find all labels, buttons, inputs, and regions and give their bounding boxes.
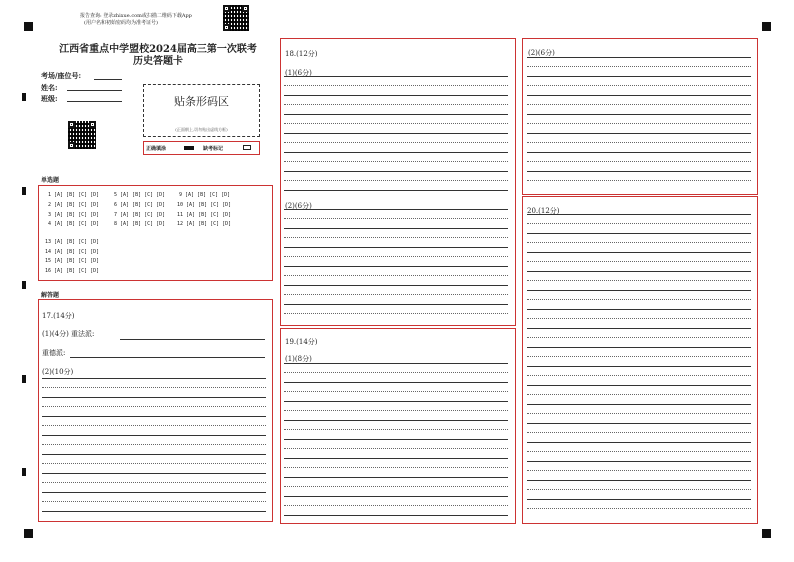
answer-line[interactable]: [284, 161, 508, 162]
q20-answer-box: [522, 196, 758, 524]
answer-line[interactable]: [284, 275, 508, 276]
answer-line[interactable]: [527, 299, 751, 300]
answer-line[interactable]: [527, 66, 751, 67]
q18-answer-box: [280, 38, 516, 326]
choice-row[interactable]: 11 [A] [B] [C] [D]: [177, 212, 232, 218]
answer-line[interactable]: [284, 448, 508, 449]
answer-line[interactable]: [284, 382, 508, 383]
q17-part1b: 重德派:: [42, 349, 66, 357]
barcode-note: (正面朝上,切勿贴出虚线方框): [175, 127, 228, 132]
answer-line[interactable]: [527, 318, 751, 319]
answer-line[interactable]: [527, 123, 751, 124]
answer-line[interactable]: [527, 366, 751, 367]
answer-line[interactable]: [42, 492, 266, 493]
answer-line[interactable]: [527, 375, 751, 376]
answer-line[interactable]: [527, 261, 751, 262]
q17-answer-line[interactable]: [70, 357, 265, 358]
choice-row[interactable]: 13 [A] [B] [C] [D]: [45, 239, 100, 245]
answer-line[interactable]: [284, 294, 508, 295]
answer-line[interactable]: [42, 416, 266, 417]
answer-line[interactable]: [42, 406, 266, 407]
answer-line[interactable]: [527, 57, 751, 58]
answer-line[interactable]: [284, 285, 508, 286]
answer-line[interactable]: [527, 152, 751, 153]
answer-line[interactable]: [284, 237, 508, 238]
answer-line[interactable]: [284, 515, 508, 516]
answer-line[interactable]: [284, 247, 508, 248]
answer-line[interactable]: [284, 429, 508, 430]
answer-line[interactable]: [527, 223, 751, 224]
answer-line[interactable]: [527, 423, 751, 424]
q17-answer-line[interactable]: [120, 339, 265, 340]
answer-line[interactable]: [527, 309, 751, 310]
answer-line[interactable]: [284, 104, 508, 105]
name-field[interactable]: [67, 90, 122, 91]
answer-line[interactable]: [284, 190, 508, 191]
answer-line[interactable]: [284, 76, 508, 77]
q18-cont-part2: (2)(6分): [528, 49, 555, 57]
answer-line[interactable]: [42, 425, 266, 426]
answer-line[interactable]: [42, 511, 266, 512]
answer-line[interactable]: [284, 467, 508, 468]
answer-line[interactable]: [42, 435, 266, 436]
answer-line[interactable]: [284, 420, 508, 421]
answer-line[interactable]: [527, 85, 751, 86]
corner-mark-tl: [24, 22, 33, 31]
q18-label: 18.(12分): [285, 50, 318, 58]
exam-title: 江西省重点中学盟校2024届高三第一次联考: [59, 44, 257, 55]
answer-line[interactable]: [284, 363, 508, 364]
class-label: 班级:: [41, 94, 58, 103]
notice-line-1: 报告查询: 登录zhixue.com或扫描二维码下载App: [80, 13, 192, 19]
answer-line[interactable]: [527, 233, 751, 234]
answer-line[interactable]: [527, 161, 751, 162]
answer-line[interactable]: [284, 171, 508, 172]
name-label: 姓名:: [41, 83, 58, 92]
corner-mark-tr: [762, 22, 771, 31]
answer-line[interactable]: [284, 391, 508, 392]
choice-row[interactable]: 2 [A] [B] [C] [D]: [48, 202, 100, 208]
answer-line[interactable]: [527, 489, 751, 490]
seat-number-field[interactable]: [94, 79, 122, 80]
answer-line[interactable]: [284, 304, 508, 305]
answer-line[interactable]: [527, 356, 751, 357]
answer-line[interactable]: [527, 385, 751, 386]
q17-part1: (1)(4分) 重法派:: [42, 330, 95, 338]
side-mark: [22, 375, 26, 383]
answer-line[interactable]: [527, 214, 751, 215]
answer-line[interactable]: [527, 142, 751, 143]
qr-code-icon: [223, 5, 249, 31]
choice-row[interactable]: 3 [A] [B] [C] [D]: [48, 212, 100, 218]
answer-line[interactable]: [284, 123, 508, 124]
answer-line[interactable]: [284, 458, 508, 459]
q18-part2: (2)(6分): [285, 202, 312, 210]
answer-line[interactable]: [42, 444, 266, 445]
answer-line[interactable]: [284, 439, 508, 440]
answer-line[interactable]: [284, 95, 508, 96]
answer-line[interactable]: [284, 180, 508, 181]
choice-row[interactable]: 15 [A] [B] [C] [D]: [45, 258, 100, 264]
side-mark: [22, 468, 26, 476]
answer-line[interactable]: [527, 95, 751, 96]
class-field[interactable]: [67, 101, 122, 102]
answer-line[interactable]: [42, 473, 266, 474]
side-mark: [22, 93, 26, 101]
correct-fill-label: 正确填涂: [146, 146, 167, 152]
answer-line[interactable]: [527, 271, 751, 272]
choice-row[interactable]: 6 [A] [B] [C] [D]: [114, 202, 166, 208]
choice-row[interactable]: 16 [A] [B] [C] [D]: [45, 268, 100, 274]
answer-line[interactable]: [42, 482, 266, 483]
seat-number-label: 考场/座位号:: [41, 71, 82, 80]
absent-mark-box[interactable]: [243, 145, 251, 150]
answer-line[interactable]: [42, 454, 266, 455]
answer-line[interactable]: [527, 133, 751, 134]
answer-line[interactable]: [42, 397, 266, 398]
answer-line[interactable]: [527, 104, 751, 105]
answer-line[interactable]: [527, 337, 751, 338]
single-choice-box: [38, 185, 273, 281]
answer-line[interactable]: [527, 76, 751, 77]
choice-row[interactable]: 4 [A] [B] [C] [D]: [48, 221, 100, 227]
q19-answer-box: [280, 328, 516, 524]
answer-line[interactable]: [527, 404, 751, 405]
answer-line[interactable]: [527, 442, 751, 443]
answer-line[interactable]: [284, 496, 508, 497]
answer-line[interactable]: [284, 372, 508, 373]
answer-line[interactable]: [284, 266, 508, 267]
answer-line[interactable]: [527, 171, 751, 172]
answer-line[interactable]: [527, 347, 751, 348]
answer-line[interactable]: [42, 501, 266, 502]
answer-line[interactable]: [284, 85, 508, 86]
answer-line[interactable]: [284, 152, 508, 153]
choice-row[interactable]: 8 [A] [B] [C] [D]: [114, 221, 166, 227]
choice-row[interactable]: 10 [A] [B] [C] [D]: [177, 202, 232, 208]
answer-line[interactable]: [527, 280, 751, 281]
answer-line[interactable]: [527, 470, 751, 471]
essay-heading: 解答题: [41, 292, 60, 299]
answer-line[interactable]: [284, 401, 508, 402]
answer-line[interactable]: [527, 461, 751, 462]
answer-line[interactable]: [527, 242, 751, 243]
answer-line[interactable]: [527, 451, 751, 452]
q18-part1: (1)(6分): [285, 69, 312, 77]
single-choice-heading: 单选题: [41, 177, 60, 184]
q20-label: 20.(12分): [527, 207, 560, 215]
choice-row[interactable]: 5 [A] [B] [C] [D]: [114, 192, 166, 198]
answer-line[interactable]: [527, 252, 751, 253]
answer-line[interactable]: [42, 378, 266, 379]
absent-mark-label: 缺考标记: [203, 146, 224, 152]
answer-line[interactable]: [284, 505, 508, 506]
qr-code-icon: [68, 121, 96, 149]
answer-line[interactable]: [527, 328, 751, 329]
choice-row[interactable]: 14 [A] [B] [C] [D]: [45, 249, 100, 255]
notice-line-2: (用户名和初始密码均为准考证号): [84, 20, 158, 26]
answer-line[interactable]: [284, 313, 508, 314]
answer-line[interactable]: [527, 480, 751, 481]
choice-row[interactable]: 9 [A] [B] [C] [D]: [179, 192, 231, 198]
side-mark: [22, 187, 26, 195]
q19-label: 19.(14分): [285, 338, 318, 346]
answer-line[interactable]: [284, 410, 508, 411]
correct-fill-sample: [184, 146, 194, 150]
choice-row[interactable]: 7 [A] [B] [C] [D]: [114, 212, 166, 218]
answer-line[interactable]: [527, 508, 751, 509]
answer-line[interactable]: [527, 290, 751, 291]
answer-line[interactable]: [527, 394, 751, 395]
barcode-title: 贴条形码区: [174, 95, 229, 108]
choice-row[interactable]: 1 [A] [B] [C] [D]: [48, 192, 100, 198]
choice-row[interactable]: 12 [A] [B] [C] [D]: [177, 221, 232, 227]
answer-line[interactable]: [284, 142, 508, 143]
answer-line[interactable]: [42, 463, 266, 464]
answer-line[interactable]: [284, 114, 508, 115]
q17-label: 17.(14分): [42, 312, 75, 320]
side-mark: [22, 281, 26, 289]
sheet-title: 历史答题卡: [133, 56, 183, 67]
answer-line[interactable]: [527, 432, 751, 433]
answer-line[interactable]: [284, 218, 508, 219]
corner-mark-bl: [24, 529, 33, 538]
answer-line[interactable]: [284, 228, 508, 229]
answer-line[interactable]: [284, 209, 508, 210]
answer-line[interactable]: [527, 114, 751, 115]
answer-line[interactable]: [527, 413, 751, 414]
answer-line[interactable]: [284, 486, 508, 487]
q17-part2: (2)(10分): [42, 368, 74, 376]
answer-line[interactable]: [284, 256, 508, 257]
answer-line[interactable]: [527, 499, 751, 500]
answer-line[interactable]: [284, 133, 508, 134]
answer-line[interactable]: [42, 387, 266, 388]
q19-part1: (1)(8分): [285, 355, 312, 363]
answer-line[interactable]: [284, 477, 508, 478]
corner-mark-br: [762, 529, 771, 538]
answer-line[interactable]: [527, 180, 751, 181]
